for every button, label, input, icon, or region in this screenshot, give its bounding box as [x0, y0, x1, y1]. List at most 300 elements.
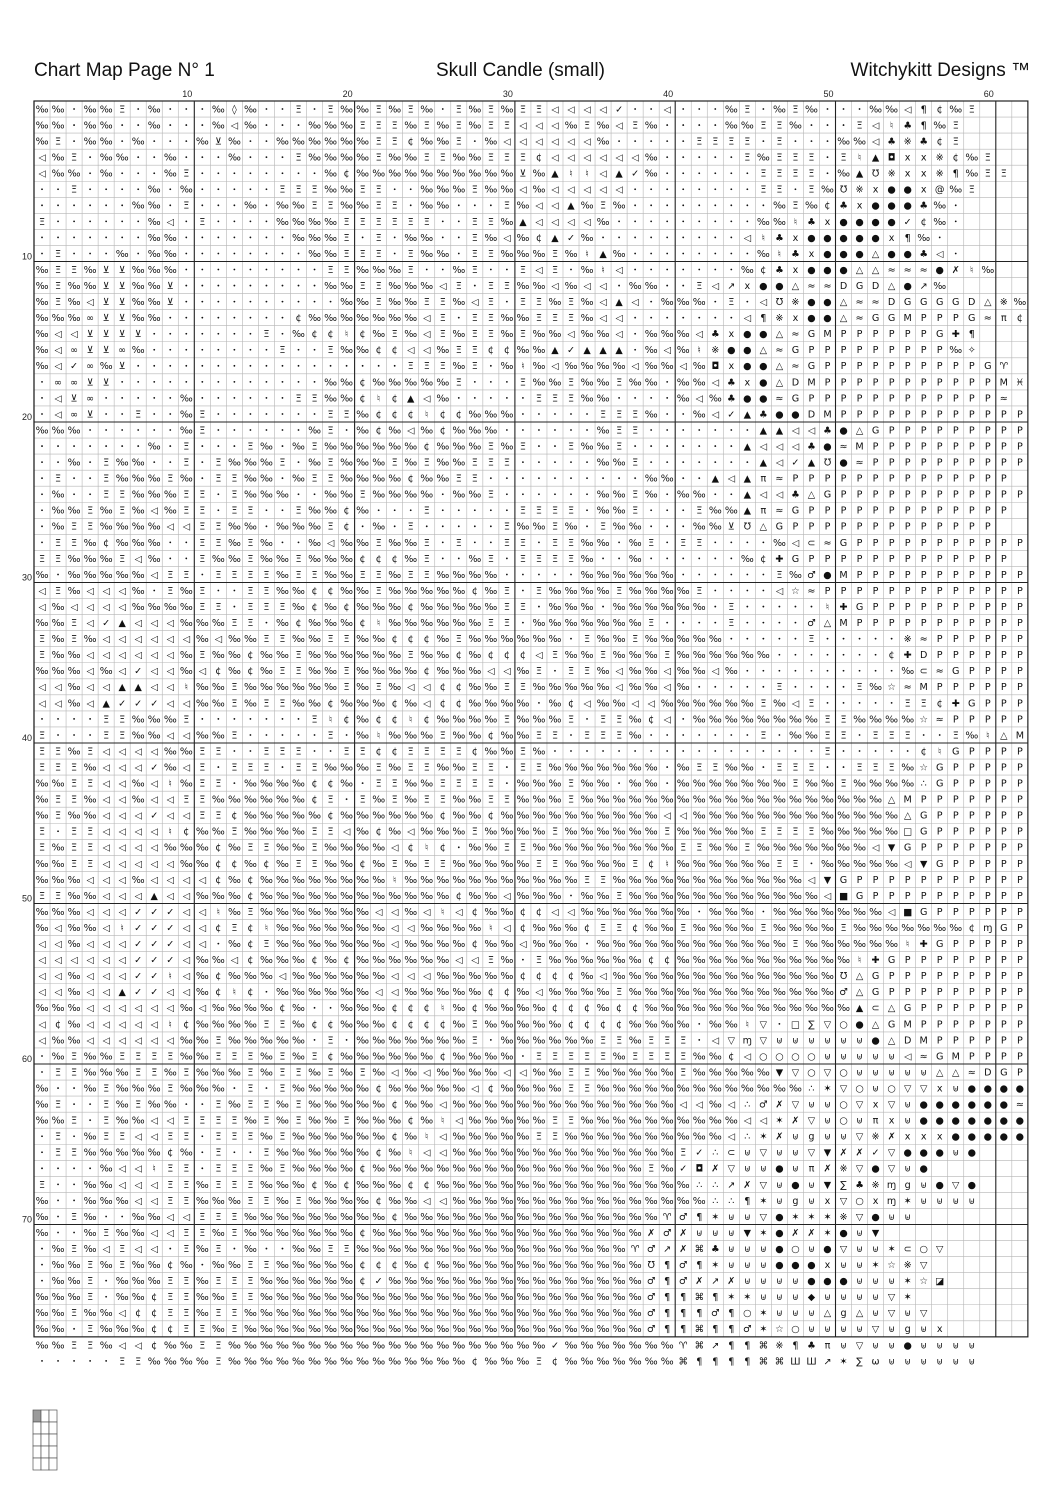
chart-cell-symbol: P — [968, 842, 975, 854]
chart-cell-symbol: Ξ — [199, 505, 206, 517]
chart-cell-dot — [634, 253, 636, 255]
chart-cell-dot — [570, 429, 572, 431]
chart-cell-symbol: ‰ — [805, 714, 818, 726]
chart-cell-dot — [730, 237, 732, 239]
chart-cell-symbol: Ξ — [439, 297, 446, 309]
chart-cell-symbol: Ξ — [231, 1276, 238, 1288]
chart-cell-symbol: ‰ — [340, 1163, 354, 1175]
chart-cell-symbol: Ξ — [295, 858, 302, 870]
chart-cell-symbol: ‰ — [596, 120, 610, 132]
chart-cell-symbol: ‰ — [292, 1019, 305, 1031]
chart-cell-symbol: ‰ — [580, 1340, 594, 1352]
chart-cell-dot — [522, 622, 524, 624]
chart-cell-dot — [875, 638, 877, 640]
chart-cell-symbol: x — [872, 1099, 879, 1111]
chart-cell-symbol: ‰ — [195, 698, 209, 710]
chart-cell-symbol: ‰ — [949, 184, 963, 196]
chart-cell-symbol: ‰ — [885, 104, 899, 116]
chart-cell-symbol: g — [808, 1131, 815, 1143]
chart-cell-symbol: ‰ — [500, 329, 514, 341]
chart-cell-symbol: ‰ — [259, 1179, 273, 1191]
chart-cell-symbol: ‰ — [404, 120, 418, 132]
chart-cell-symbol: Ξ — [776, 168, 783, 180]
chart-cell-symbol: ‰ — [420, 939, 434, 951]
chart-cell-symbol: Ξ — [311, 200, 318, 212]
chart-cell-symbol: ‰ — [131, 1324, 145, 1336]
chart-cell-symbol: ♮ — [889, 120, 894, 132]
chart-cell-symbol: ◁ — [102, 1243, 110, 1255]
chart-cell-symbol: ○ — [855, 1083, 864, 1095]
chart-cell-symbol: Ξ — [551, 1051, 559, 1063]
chart-cell-symbol: ‰ — [195, 1195, 209, 1207]
chart-cell-dot — [682, 734, 684, 736]
chart-cell-symbol: ▽ — [855, 1099, 864, 1111]
chart-cell-dot — [89, 493, 91, 495]
chart-cell-symbol: ‰ — [163, 842, 177, 854]
chart-cell-symbol: P — [984, 842, 991, 854]
chart-cell-symbol: ‰ — [115, 1147, 129, 1159]
chart-cell-symbol: ‰ — [596, 1324, 610, 1336]
chart-cell-symbol: ✚ — [871, 955, 880, 967]
chart-cell-symbol: ‰ — [628, 1195, 642, 1207]
chart-cell-symbol: Ξ — [840, 714, 847, 726]
chart-cell-symbol: ¢ — [503, 987, 510, 999]
chart-cell-symbol: Ξ — [375, 104, 382, 116]
chart-cell-symbol: Ξ — [439, 730, 446, 742]
chart-cell-symbol: ‰ — [35, 329, 49, 341]
chart-cell-symbol: Ξ — [183, 1243, 190, 1255]
chart-cell-dot — [698, 204, 700, 206]
chart-cell-symbol: ¢ — [279, 1003, 286, 1015]
chart-cell-symbol: ‰ — [740, 714, 754, 726]
chart-cell-symbol: Ξ — [215, 1147, 222, 1159]
chart-cell-symbol: Ξ — [343, 264, 350, 276]
chart-cell-symbol: Ξ — [199, 489, 206, 501]
chart-cell-symbol: ‰ — [468, 1227, 482, 1239]
chart-cell-dot — [394, 525, 396, 527]
chart-cell-symbol: ‰ — [516, 1324, 530, 1336]
chart-cell-symbol: ‰ — [965, 730, 979, 742]
chart-cell-symbol: ‰ — [356, 906, 370, 918]
chart-cell-dot — [137, 124, 139, 126]
chart-cell-symbol: ● — [759, 393, 768, 405]
chart-cell-symbol: ◁ — [679, 810, 687, 822]
chart-cell-symbol: Ξ — [87, 826, 94, 838]
chart-cell-symbol: Ξ — [455, 104, 462, 116]
chart-cell-symbol: ‰ — [147, 1099, 161, 1111]
chart-cell-symbol: Ξ — [231, 1115, 238, 1127]
chart-cell-symbol: ‰ — [676, 987, 690, 999]
chart-cell-symbol: ◁ — [54, 971, 62, 983]
chart-cell-symbol: Ξ — [199, 1115, 206, 1127]
page-map-cell — [41, 1434, 49, 1446]
chart-cell-symbol: Ξ — [487, 329, 494, 341]
chart-cell-symbol: ◁ — [551, 152, 559, 164]
chart-cell-symbol: P — [968, 1003, 975, 1015]
chart-cell-symbol: ‰ — [548, 874, 562, 886]
chart-cell-symbol: ◁ — [118, 906, 126, 918]
chart-cell-symbol: P — [1016, 971, 1023, 983]
chart-cell-symbol: ⊎ — [920, 1340, 928, 1352]
chart-cell-symbol: ‰ — [692, 489, 706, 501]
chart-cell-symbol: ▽ — [855, 1211, 864, 1223]
chart-cell-symbol: ¢ — [439, 810, 446, 822]
chart-cell-symbol: Ξ — [215, 537, 222, 549]
chart-cell-symbol: Ξ — [423, 297, 430, 309]
chart-cell-symbol: ◁ — [102, 762, 110, 774]
chart-cell-symbol: x — [936, 1083, 943, 1095]
chart-cell-symbol: ‰ — [356, 698, 370, 710]
chart-cell-symbol: ⊎ — [823, 1051, 832, 1063]
chart-cell-symbol: ‰ — [211, 955, 225, 967]
chart-cell-symbol: ⊻ — [118, 329, 126, 341]
chart-cell-symbol: ‰ — [644, 762, 658, 774]
chart-cell-symbol: ‰ — [644, 971, 658, 983]
chart-cell-symbol: ‰ — [484, 1163, 498, 1175]
chart-cell-symbol: P — [968, 473, 975, 485]
chart-cell-symbol: ‰ — [131, 313, 145, 325]
chart-cell-symbol: ‰ — [324, 682, 337, 694]
chart-cell-symbol: ‰ — [51, 1340, 65, 1352]
chart-cell-symbol: ‰ — [67, 987, 81, 999]
chart-cell-symbol: ‰ — [740, 971, 754, 983]
chart-cell-dot — [811, 124, 813, 126]
chart-cell-symbol: Ξ — [680, 1147, 687, 1159]
chart-cell-dot — [634, 220, 636, 222]
chart-cell-dot — [762, 140, 764, 142]
chart-cell-symbol: G — [823, 489, 832, 501]
chart-cell-symbol: P — [936, 569, 943, 581]
chart-cell-symbol: D — [968, 297, 976, 309]
chart-cell-symbol: ‰ — [869, 922, 883, 934]
chart-cell-symbol: Ξ — [87, 746, 94, 758]
chart-cell-dot — [185, 253, 187, 255]
chart-cell-symbol: ♮ — [905, 939, 910, 951]
chart-cell-symbol: ‰ — [259, 1051, 273, 1063]
chart-cell-symbol: ◁ — [471, 297, 479, 309]
chart-cell-symbol: ‰ — [564, 1195, 578, 1207]
chart-cell-symbol: P — [1000, 714, 1007, 726]
chart-cell-symbol: Ξ — [311, 569, 318, 581]
chart-cell-symbol: ◁ — [182, 698, 190, 710]
chart-cell-symbol: ◁ — [727, 473, 736, 485]
chart-cell-symbol: Ξ — [503, 280, 510, 292]
chart-cell-symbol: ‰ — [324, 1308, 337, 1320]
chart-cell-symbol: P — [936, 537, 943, 549]
chart-cell-symbol: ◁ — [615, 682, 623, 694]
chart-cell-symbol: Ξ — [632, 634, 639, 646]
chart-cell-dot — [618, 541, 620, 543]
chart-cell-symbol: ‰ — [404, 987, 418, 999]
chart-cell-symbol: ▲ — [551, 168, 559, 180]
chart-cell-symbol: P — [904, 553, 911, 565]
chart-cell-symbol: ‰ — [933, 280, 947, 292]
chart-cell-symbol: ‰ — [292, 634, 305, 646]
chart-cell-symbol: ‰ — [356, 1340, 370, 1352]
chart-cell-symbol: ‰ — [596, 842, 610, 854]
chart-cell-dot — [682, 108, 684, 110]
chart-cell-symbol: P — [952, 393, 959, 405]
chart-cell-symbol: ◁ — [118, 650, 126, 662]
chart-cell-symbol: ‰ — [292, 585, 305, 597]
chart-cell-symbol: Ξ — [231, 1211, 238, 1223]
chart-cell-symbol: ‰ — [292, 441, 305, 453]
chart-cell-symbol: ‰ — [516, 987, 530, 999]
chart-cell-symbol: ◁ — [86, 682, 94, 694]
chart-cell-symbol: ◁ — [182, 922, 190, 934]
chart-cell-symbol: ‰ — [99, 1195, 113, 1207]
chart-cell-symbol: ⊎ — [872, 1243, 880, 1255]
chart-cell-symbol: ‰ — [596, 1067, 610, 1079]
chart-cell-symbol: ⊎ — [904, 1163, 912, 1175]
chart-cell-dot — [250, 381, 252, 383]
chart-cell-symbol: ‰ — [596, 1163, 610, 1175]
chart-cell-symbol: ‰ — [452, 1356, 466, 1368]
chart-cell-symbol: P — [1016, 666, 1023, 678]
chart-cell-symbol: Ξ — [375, 184, 382, 196]
chart-cell-symbol: P — [968, 906, 975, 918]
chart-cell-symbol: Ξ — [263, 698, 270, 710]
chart-cell-symbol: ¢ — [920, 216, 927, 228]
chart-cell-symbol: Ξ — [712, 136, 719, 148]
chart-cell-symbol: Ξ — [744, 842, 751, 854]
chart-cell-dot — [153, 172, 155, 174]
chart-cell-dot — [907, 750, 909, 752]
chart-cell-symbol: ‰ — [388, 297, 402, 309]
chart-cell-symbol: P — [1000, 939, 1007, 951]
chart-cell-symbol: Ξ — [616, 377, 623, 389]
chart-cell-symbol: ◁ — [118, 746, 126, 758]
chart-cell-symbol: ♮ — [376, 618, 381, 630]
chart-cell-symbol: ‰ — [308, 1308, 321, 1320]
chart-cell-symbol: P — [968, 890, 975, 902]
chart-cell-symbol: ‰ — [276, 1211, 289, 1223]
chart-cell-symbol: ‰ — [420, 1227, 434, 1239]
chart-cell-symbol: ‰ — [436, 200, 450, 212]
chart-cell-symbol: ∞ — [86, 393, 95, 405]
chart-cell-symbol: ‰ — [436, 1163, 450, 1175]
chart-cell-symbol: P — [856, 585, 863, 597]
chart-cell-symbol: @ — [934, 184, 945, 196]
chart-cell-symbol: ‰ — [420, 618, 434, 630]
chart-cell-symbol: ‰ — [484, 168, 498, 180]
chart-cell-symbol: P — [968, 650, 975, 662]
chart-cell-symbol: ⊎ — [823, 1115, 832, 1127]
chart-cell-symbol: ‰ — [484, 874, 498, 886]
chart-cell-symbol: ‰ — [243, 1308, 257, 1320]
chart-cell-symbol: Ξ — [856, 120, 863, 132]
chart-cell-symbol: P — [1000, 810, 1007, 822]
chart-cell-dot — [714, 220, 716, 222]
chart-cell-symbol: ‰ — [869, 778, 883, 790]
chart-cell-symbol: ‰ — [532, 1035, 546, 1047]
chart-cell-symbol: ⊻ — [118, 361, 126, 373]
chart-cell-symbol: ‰ — [179, 393, 193, 405]
chart-cell-symbol: ‰ — [628, 553, 642, 565]
chart-cell-symbol: P — [1000, 858, 1007, 870]
chart-cell-symbol: P — [1000, 489, 1007, 501]
chart-cell-symbol: P — [1000, 1035, 1007, 1047]
chart-cell-symbol: ◁ — [198, 906, 207, 918]
chart-cell-symbol: ‰ — [420, 987, 434, 999]
chart-cell-dot — [121, 140, 123, 142]
chart-cell-dot — [346, 365, 348, 367]
chart-cell-dot — [266, 220, 268, 222]
chart-cell-dot — [314, 349, 316, 351]
chart-cell-dot — [250, 237, 252, 239]
chart-cell-symbol: P — [888, 890, 895, 902]
chart-cell-symbol: ‰ — [532, 1163, 546, 1175]
chart-cell-dot — [666, 766, 668, 768]
chart-cell-symbol: △ — [887, 1003, 896, 1015]
chart-cell-symbol: Ξ — [471, 1019, 478, 1031]
chart-cell-symbol: ‰ — [532, 1308, 546, 1320]
chart-cell-symbol: ‰ — [628, 666, 642, 678]
chart-cell-dot — [89, 204, 91, 206]
chart-cell-symbol: ‰ — [901, 714, 915, 726]
chart-cell-dot — [201, 285, 203, 287]
chart-cell-symbol: ‰ — [115, 1083, 129, 1095]
chart-cell-symbol: Ξ — [760, 698, 767, 710]
chart-cell-symbol: Ξ — [359, 120, 366, 132]
chart-cell-symbol: ‰ — [147, 104, 161, 116]
chart-cell-symbol: ◁ — [519, 939, 527, 951]
chart-cell-symbol: G — [855, 890, 864, 902]
chart-cell-symbol: P — [1016, 874, 1023, 886]
chart-cell-symbol: P — [920, 393, 927, 405]
chart-cell-symbol: Ξ — [375, 537, 382, 549]
chart-cell-symbol: P — [808, 553, 815, 565]
chart-cell-symbol: ¢ — [407, 1019, 414, 1031]
chart-cell-symbol: P — [1016, 890, 1023, 902]
chart-cell-symbol: ● — [999, 1115, 1009, 1127]
chart-cell-symbol: ‰ — [388, 1324, 402, 1336]
chart-cell-dot — [730, 253, 732, 255]
chart-cell-symbol: P — [904, 345, 911, 357]
chart-cell-symbol: ‰ — [853, 939, 866, 951]
chart-cell-symbol: ‰ — [292, 1276, 305, 1288]
chart-cell-symbol: ✓ — [695, 1147, 704, 1159]
chart-cell-symbol: ◁ — [150, 1131, 158, 1143]
chart-cell-symbol: ‰ — [805, 810, 818, 822]
chart-cell-symbol: ‰ — [147, 264, 161, 276]
chart-cell-symbol: ‰ — [292, 473, 305, 485]
chart-cell-symbol: ‰ — [500, 409, 514, 421]
chart-cell-symbol: ‰ — [468, 425, 482, 437]
chart-cell-dot — [73, 1200, 75, 1202]
chart-cell-dot — [682, 124, 684, 126]
row-number: 20 — [21, 412, 32, 422]
chart-cell-symbol: ‰ — [227, 1019, 241, 1031]
chart-cell-symbol: ● — [871, 1035, 880, 1047]
chart-cell-dot — [41, 237, 43, 239]
chart-cell-symbol: Ξ — [487, 457, 494, 469]
chart-cell-symbol: ‰ — [356, 313, 370, 325]
chart-cell-symbol: ‰ — [195, 1292, 209, 1304]
chart-cell-symbol: P — [984, 393, 991, 405]
chart-cell-symbol: ‰ — [452, 361, 466, 373]
chart-cell-symbol: ‰ — [356, 297, 370, 309]
chart-cell-symbol: ‰ — [612, 200, 626, 212]
chart-cell-symbol: Ξ — [327, 264, 334, 276]
chart-cell-dot — [153, 381, 155, 383]
chart-cell-symbol: P — [920, 569, 927, 581]
chart-cell-symbol: ‰ — [708, 1083, 722, 1095]
chart-cell-dot — [266, 718, 268, 720]
chart-cell-symbol: ◁ — [278, 971, 287, 983]
chart-cell-symbol: ◁ — [102, 1035, 110, 1047]
chart-cell-symbol: ‰ — [692, 858, 706, 870]
chart-cell-dot — [153, 365, 155, 367]
chart-cell-symbol: Ξ — [968, 104, 975, 116]
chart-cell-symbol: ‰ — [115, 152, 129, 164]
chart-cell-symbol: ‰ — [516, 1308, 530, 1320]
chart-cell-symbol: ‰ — [548, 1099, 562, 1111]
chart-cell-symbol: ◁ — [390, 906, 399, 918]
chart-cell-symbol: ≈ — [807, 280, 816, 292]
chart-cell-dot — [250, 397, 252, 399]
chart-cell-symbol: ‰ — [292, 136, 305, 148]
chart-cell-dot — [811, 606, 813, 608]
chart-cell-symbol: ‰ — [356, 634, 370, 646]
chart-cell-symbol: ◁ — [118, 794, 126, 806]
chart-cell-dot — [330, 301, 332, 303]
chart-cell-symbol: ※ — [711, 345, 720, 357]
chart-cell-symbol: ‰ — [468, 1324, 482, 1336]
chart-cell-symbol: Ξ — [952, 730, 959, 742]
chart-cell-symbol: ‰ — [468, 1195, 482, 1207]
chart-cell-symbol: Ξ — [167, 569, 174, 581]
chart-cell-dot — [538, 461, 540, 463]
chart-cell-symbol: ▲ — [759, 457, 768, 469]
chart-cell-symbol: ⊻ — [214, 136, 222, 148]
chart-cell-symbol: Ξ — [503, 457, 510, 469]
chart-cell-symbol: ‰ — [388, 1163, 402, 1175]
chart-cell-symbol: ▽ — [919, 1083, 928, 1095]
chart-cell-symbol: P — [1016, 826, 1023, 838]
chart-cell-symbol: ‰ — [500, 826, 514, 838]
chart-cell-symbol: Ξ — [183, 1308, 190, 1320]
chart-cell-dot — [169, 188, 171, 190]
chart-cell-symbol: ♂ — [678, 1211, 688, 1223]
chart-cell-symbol: ○ — [839, 1019, 848, 1031]
chart-cell-symbol: ‰ — [612, 810, 626, 822]
chart-cell-dot — [730, 686, 732, 688]
chart-cell-symbol: ‰ — [179, 1147, 193, 1159]
chart-cell-symbol: ¢ — [760, 264, 767, 276]
chart-cell-symbol: ‰ — [276, 874, 289, 886]
chart-cell-symbol: ◁ — [791, 698, 800, 710]
chart-cell-symbol: P — [1000, 971, 1007, 983]
chart-cell-symbol: ‰ — [532, 922, 546, 934]
chart-cell-symbol: ♮ — [825, 601, 830, 613]
chart-cell-symbol: ✓ — [150, 922, 159, 934]
chart-cell-symbol: ‰ — [452, 1292, 466, 1304]
chart-cell-dot — [666, 782, 668, 784]
chart-cell-symbol: ◁ — [230, 120, 239, 132]
chart-cell-symbol: Ξ — [38, 746, 46, 758]
chart-cell-symbol: x — [744, 377, 751, 389]
chart-cell-symbol: △ — [855, 987, 864, 999]
chart-cell-symbol: x — [856, 200, 863, 212]
chart-cell-symbol: ● — [903, 200, 912, 212]
chart-cell-symbol: P — [1000, 698, 1007, 710]
chart-cell-symbol: ‰ — [340, 585, 354, 597]
chart-cell-dot — [698, 237, 700, 239]
chart-cell-symbol: ‰ — [83, 1131, 97, 1143]
chart-cell-symbol: ‰ — [628, 1211, 642, 1223]
chart-cell-symbol: ‰ — [35, 136, 49, 148]
